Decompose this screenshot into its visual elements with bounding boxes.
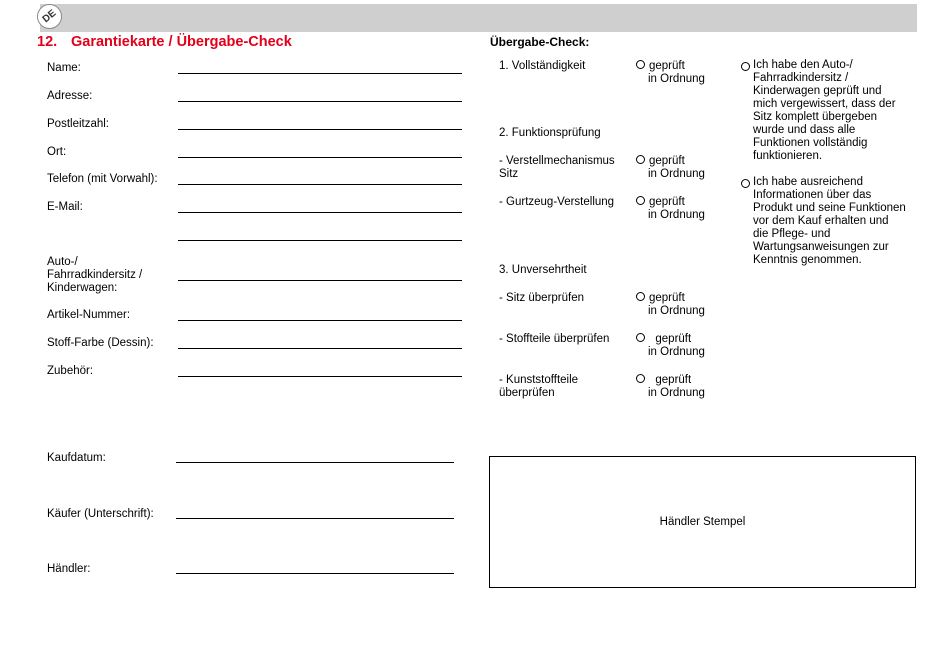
radio-circle-icon[interactable] xyxy=(741,62,750,71)
fabric-check-option[interactable]: geprüft in Ordnung xyxy=(636,333,705,359)
radio-circle-icon[interactable] xyxy=(636,155,645,164)
completeness-option[interactable]: geprüft in Ordnung xyxy=(636,60,705,86)
plastic-check-option[interactable]: geprüft in Ordnung xyxy=(636,374,705,400)
header-bar xyxy=(40,4,917,32)
buyer-signature-label: Käufer (Unterschrift): xyxy=(47,508,154,520)
dealer-stamp-label: Händler Stempel xyxy=(659,516,746,528)
harness-label: - Gurtzeug-Verstellung xyxy=(499,196,615,208)
dealer-label: Händler: xyxy=(47,563,91,575)
address-field[interactable] xyxy=(178,101,462,102)
dealer-stamp-box xyxy=(489,456,916,588)
name-label: Name: xyxy=(47,62,81,74)
section-title-text: Garantiekarte / Übergabe-Check xyxy=(71,34,292,50)
radio-circle-icon[interactable] xyxy=(636,292,645,301)
product-field[interactable] xyxy=(178,280,462,281)
declaration-second[interactable]: Ich habe ausreichend Informationen über das Produkt und seine Funktionen vor dem Kauf erhalten und die Pflege- und Wartungsanweisungen zur Kenntnis genommen. xyxy=(741,176,906,267)
harness-option[interactable]: geprüft in Ordnung xyxy=(636,196,705,222)
seat-check-label: - Sitz überprüfen xyxy=(499,292,585,304)
article-number-field[interactable] xyxy=(178,320,462,321)
zip-label: Postleitzahl: xyxy=(47,118,110,130)
name-field[interactable] xyxy=(178,73,462,74)
email-field[interactable] xyxy=(178,212,462,213)
dealer-field[interactable] xyxy=(176,573,454,574)
fabric-check-label: - Stoffteile überprüfen xyxy=(499,333,610,345)
adjust-mechanism-label: - Verstellmechanismus Sitz xyxy=(499,155,615,180)
product-label: Auto-/ Fahrradkindersitz / Kinderwagen: xyxy=(47,256,143,294)
purchase-date-label: Kaufdatum: xyxy=(47,452,106,464)
phone-field[interactable] xyxy=(178,184,462,185)
fabric-color-label: Stoff-Farbe (Dessin): xyxy=(47,337,154,349)
zip-field[interactable] xyxy=(178,129,462,130)
section-number: 12. xyxy=(37,34,58,50)
completeness-label: 1. Vollständigkeit xyxy=(499,60,586,72)
check-title: Übergabe-Check: xyxy=(490,35,590,49)
accessories-field[interactable] xyxy=(178,376,462,377)
radio-circle-icon[interactable] xyxy=(636,333,645,342)
article-number-label: Artikel-Nummer: xyxy=(47,309,131,321)
phone-label: Telefon (mit Vorwahl): xyxy=(47,173,158,185)
city-field[interactable] xyxy=(178,157,462,158)
accessories-label: Zubehör: xyxy=(47,365,94,377)
address-label: Adresse: xyxy=(47,90,93,102)
buyer-signature-field[interactable] xyxy=(176,518,454,519)
radio-circle-icon[interactable] xyxy=(636,374,645,383)
radio-circle-icon[interactable] xyxy=(636,60,645,69)
integrity-label: 3. Unversehrtheit xyxy=(499,264,587,276)
declaration-first[interactable]: Ich habe den Auto-/ Fahrradkindersitz / Kinderwagen geprüft und mich vergewissert, dass der Sitz komplett übergeben wurde und dass alle Funktionen vollständig funktionieren. xyxy=(741,59,906,163)
city-label: Ort: xyxy=(47,146,67,158)
seat-check-option[interactable]: geprüft in Ordnung xyxy=(636,292,705,318)
purchase-date-field[interactable] xyxy=(176,462,454,463)
language-badge: DE xyxy=(32,0,67,34)
radio-circle-icon[interactable] xyxy=(636,196,645,205)
adjust-mechanism-option[interactable]: geprüft in Ordnung xyxy=(636,155,705,181)
fabric-color-field[interactable] xyxy=(178,348,462,349)
plastic-check-label: - Kunststoffteile überprüfen xyxy=(499,374,579,399)
email-field-extra[interactable] xyxy=(178,240,462,241)
email-label: E-Mail: xyxy=(47,201,83,213)
section-title xyxy=(37,34,292,50)
radio-circle-icon[interactable] xyxy=(741,179,750,188)
function-test-label: 2. Funktionsprüfung xyxy=(499,127,601,139)
